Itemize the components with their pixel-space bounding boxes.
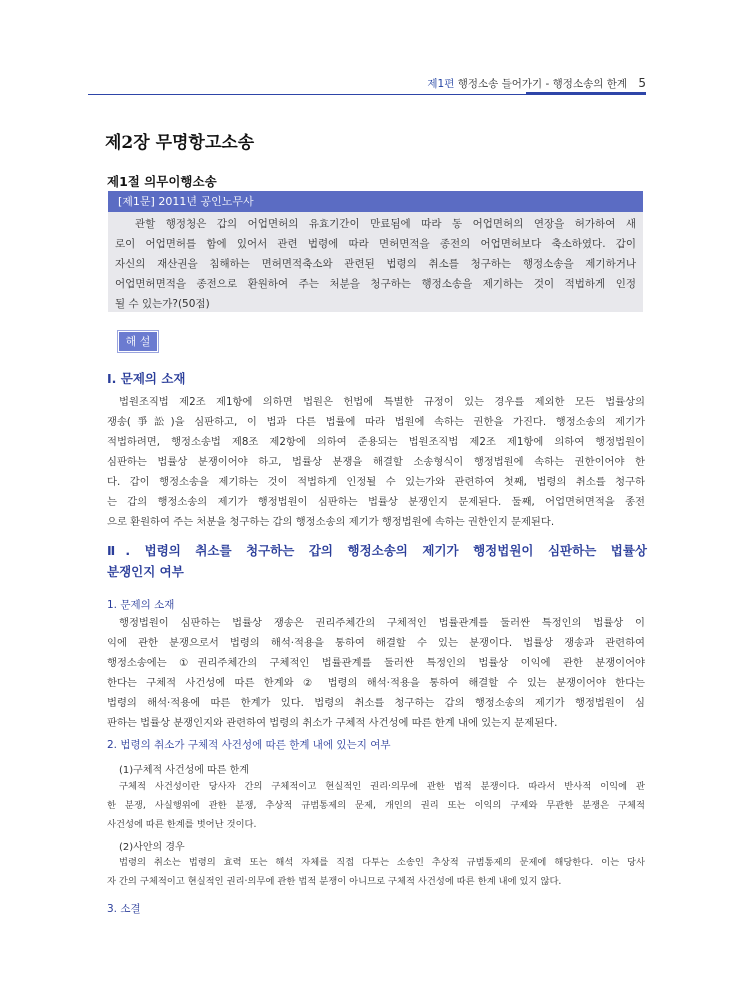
item-2-heading: (2)사안의 경우 xyxy=(119,842,185,853)
item-1-paragraph xyxy=(107,777,645,834)
question-line: 로이 어업면허를 함에 있어서 관련 법령에 따라 면허면적을 종전의 어업면허보다 축소하였다. 갑이 xyxy=(115,238,636,250)
chapter-title: 제2장 무명항고소송 xyxy=(105,133,255,153)
question-line: 어업면허면적을 종전으로 환원하여 주는 처분을 청구하는 행정소송을 제기하는 것이 적법하게 인정 xyxy=(115,278,636,290)
paragraph-line: 익에 관한 분쟁으로서 법령의 해석·적용을 통하여 해결할 수 있는 분쟁이다. 법률상 쟁송과 관련하여 xyxy=(107,637,645,649)
paragraph-line: 법령의 해석·적용에 따른 한계가 있다. 법령의 취소를 청구하는 갑의 행정소송의 제기가 행정법원이 심 xyxy=(107,697,645,709)
subsection-2-heading: 2. 법령의 취소가 구체적 사건성에 따른 한계 내에 있는지 여부 xyxy=(107,739,391,751)
paragraph-line: 한다는 구체적 사건성에 따른 한계와 ② 법령의 해석·적용을 통하여 해결할 수 있는 분쟁이어야 한다는 xyxy=(107,677,645,689)
question-label: [제1문] 2011년 공인노무사 xyxy=(108,191,643,212)
paragraph-line: 는 갑의 행정소송의 제기가 행정법원이 심판하는 법률상 분쟁인지 문제된다. 둘째, 어업면허면적을 종전 xyxy=(107,496,645,508)
section-1-paragraph xyxy=(107,392,645,532)
paragraph-line: 심판하는 법률상 분쟁이어야 하고, 법률상 분쟁을 해결할 소송형식이 행정법원에 속하는 권한이어야 한 xyxy=(107,456,645,468)
paragraph-line: 행정법원이 심판하는 법률상 쟁송은 권리주체간의 구체적인 법률관계를 둘러싼 특정인의 법률상 이 xyxy=(119,617,645,629)
section-2-heading xyxy=(107,540,647,582)
section-1-heading: Ⅰ. 문제의 소재 xyxy=(107,371,186,386)
question-line: 될 수 있는가?(50점) xyxy=(115,298,210,310)
question-line: 관할 행정청은 갑의 어업면허의 유효기간이 만료됨에 따라 동 어업면허의 연장을 허가하여 새 xyxy=(135,218,636,230)
item-2-paragraph xyxy=(107,853,645,891)
header-rule xyxy=(88,94,646,95)
subsection-1-paragraph xyxy=(107,613,645,733)
paragraph-line: 구체적 사건성이란 당사자 간의 구체적이고 현실적인 권리·의무에 관한 법적 분쟁이다. 따라서 반사적 이익에 관 xyxy=(119,781,645,792)
question-body xyxy=(108,212,643,314)
subsection-3-heading: 3. 소결 xyxy=(107,903,141,915)
paragraph-line: 법령의 취소는 법령의 효력 또는 해석 자체를 직접 다투는 소송인 추상적 규범통제의 문제에 해당한다. 이는 당사 xyxy=(119,857,645,868)
section-2-heading-line1: Ⅱ. 법령의 취소를 청구하는 갑의 행정소송의 제기가 행정법원이 심판하는 법률상 xyxy=(107,543,647,558)
section-2-heading-line2: 분쟁인지 여부 xyxy=(107,564,184,579)
section-title: 제1절 의무이행소송 xyxy=(107,174,217,189)
paragraph-line: 사건성에 따른 한계를 벗어난 것이다. xyxy=(107,819,257,830)
header-title: 행정소송 들어가기 - 행정소송의 한계 xyxy=(457,78,628,90)
paragraph-line: 법원조직법 제2조 제1항에 의하면 법원은 헌법에 특별한 규정이 있는 경우를 제외한 모든 법률상의 xyxy=(119,396,645,408)
answer-label: 해 설 xyxy=(118,331,158,352)
question-line: 자신의 재산권을 침해하는 면허면적축소와 관련된 법령의 취소를 청구하는 행정소송을 제기하거나 xyxy=(115,258,636,270)
paragraph-line: 행정소송에는 ①권리주체간의 구체적인 법률관계를 둘러싼 특정인의 법률상 이익에 관한 분쟁이어야 xyxy=(107,657,645,669)
page-number: 5 xyxy=(638,76,646,90)
header-part: 제1편 xyxy=(427,78,455,90)
paragraph-line: 다. 갑이 행정소송을 제기하는 것이 적법하게 인정될 수 있는가와 관련하여 첫째, 법령의 취소를 청구하 xyxy=(107,476,645,488)
question-box xyxy=(108,191,643,312)
paragraph-line: 으로 환원하여 주는 처분을 청구하는 갑의 행정소송의 제기가 행정법원에 속하는 권한인지 문제된다. xyxy=(107,516,555,528)
paragraph-line: 판하는 법률상 분쟁인지와 관련하여 법령의 취소가 구체적 사건성에 따른 한계 내에 있는지 문제된다. xyxy=(107,717,558,729)
paragraph-line: 자 간의 구체적이고 현실적인 권리·의무에 관한 법적 분쟁이 아니므로 구체적 사건성에 따른 한계 내에 있지 않다. xyxy=(107,876,562,887)
paragraph-line: 한 분쟁, 사실행위에 관한 분쟁, 추상적 규범통제의 문제, 개인의 권리 또는 이익의 구제와 무관한 분쟁은 구체적 xyxy=(107,800,645,811)
paragraph-line: 쟁송(爭訟)을 심판하고, 이 법과 다른 법률에 따라 법원에 속하는 권한을 가진다. 행정소송의 제기가 xyxy=(107,416,645,428)
item-1-heading: (1)구체적 사건성에 따른 한계 xyxy=(119,765,249,776)
subsection-1-heading: 1. 문제의 소재 xyxy=(107,599,175,611)
paragraph-line: 적법하려면, 행정소송법 제8조 제2항에 의하여 준용되는 법원조직법 제2조 제1항에 의하여 행정법원이 xyxy=(107,436,645,448)
